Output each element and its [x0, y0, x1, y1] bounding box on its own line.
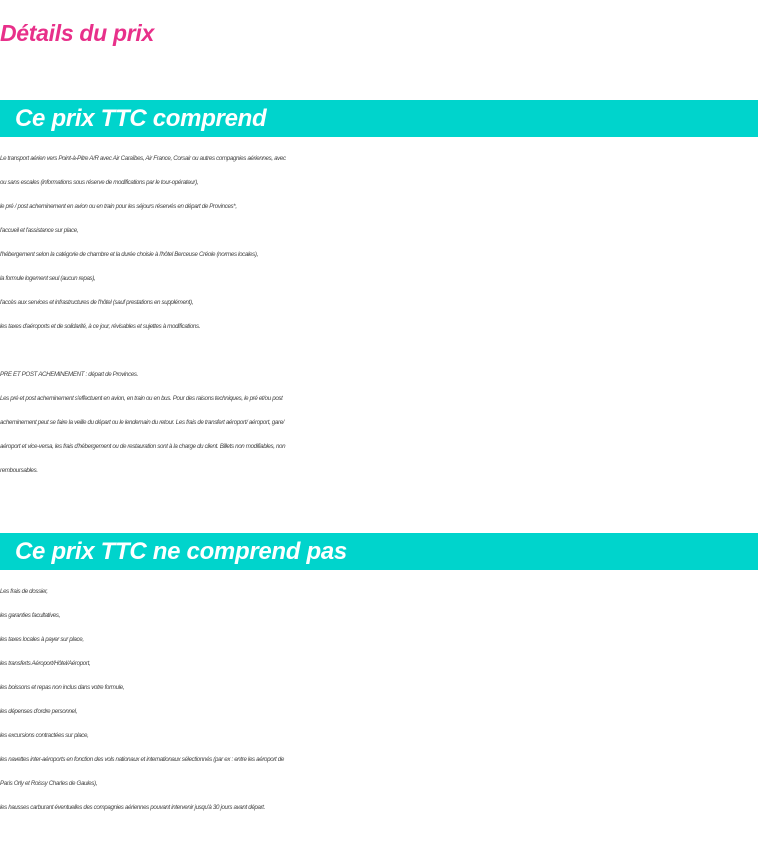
- includes-line: l'accueil et l'assistance sur place,: [0, 227, 79, 234]
- includes-line: la formule logement seul (aucun repas),: [0, 275, 96, 282]
- includes-line: l'accès aux services et infrastructures de l'hôtel (sauf prestations en supplément),: [0, 299, 194, 306]
- excludes-list: [0, 580, 758, 820]
- excludes-line: les hausses carburant éventuelles des compagnies aériennes pouvant intervenir jusqu'à 30 jours avant départ.: [0, 804, 266, 811]
- includes-line: Le transport aérien vers Point-à-Pitre A/R avec Air Caraïbes, Air France, Corsair ou autres compagnies aériennes, avec: [0, 155, 286, 162]
- includes-list: [0, 147, 758, 339]
- excludes-line: les garanties facultatives,: [0, 612, 61, 619]
- page-title: Détails du prix: [0, 20, 154, 46]
- includes-header: Ce prix TTC comprend: [0, 100, 758, 137]
- includes-line: le pré / post acheminement en avion ou en train pour les séjours réservés en départ de Provinces*,: [0, 203, 237, 210]
- transfer-line: acheminement peut se faire la veille du départ ou le lendemain du retour. Les frais de transfert aéroport/ aéroport, gare/: [0, 419, 285, 426]
- transfer-line: aéroport et vice-versa, les frais d'hébergement ou de restauration sont à la charge du client. Billets non modifiables, non: [0, 443, 286, 450]
- excludes-line: Paris Orly et Roissy Charles de Gaules),: [0, 780, 98, 787]
- transfer-line: Les pré et post acheminement s'effectuent en avion, en train ou en bus. Pour des raisons techniques, le pré et/ou post: [0, 395, 283, 402]
- includes-line: l'hébergement selon la catégorie de chambre et la durée choisie à l'hôtel Berceuse Créole (normes locales),: [0, 251, 258, 258]
- excludes-header: Ce prix TTC ne comprend pas: [0, 533, 758, 570]
- excludes-line: les transferts Aéroport/Hôtel/Aéroport,: [0, 660, 91, 667]
- transfer-info: [0, 363, 758, 483]
- includes-line: les taxes d'aéroports et de solidarité, à ce jour, révisables et sujettes à modifications.: [0, 323, 201, 330]
- excludes-line: les navettes inter-aéroports en fonction des vols nationaux et internationaux sélectionnés (par ex : entre les aéroport de: [0, 756, 284, 763]
- excludes-line: les dépenses d'ordre personnel,: [0, 708, 78, 715]
- excludes-line: les boissons et repas non inclus dans votre formule,: [0, 684, 125, 691]
- excludes-line: les taxes locales à payer sur place,: [0, 636, 84, 643]
- excludes-line: les excursions contractées sur place,: [0, 732, 89, 739]
- includes-line: ou sans escales (informations sous réserve de modifications par le tour-opérateur),: [0, 179, 199, 186]
- transfer-line: remboursables.: [0, 467, 38, 474]
- transfer-title: PRE ET POST ACHEMINEMENT : départ de Provinces.: [0, 371, 139, 378]
- excludes-line: Les frais de dossier,: [0, 588, 48, 595]
